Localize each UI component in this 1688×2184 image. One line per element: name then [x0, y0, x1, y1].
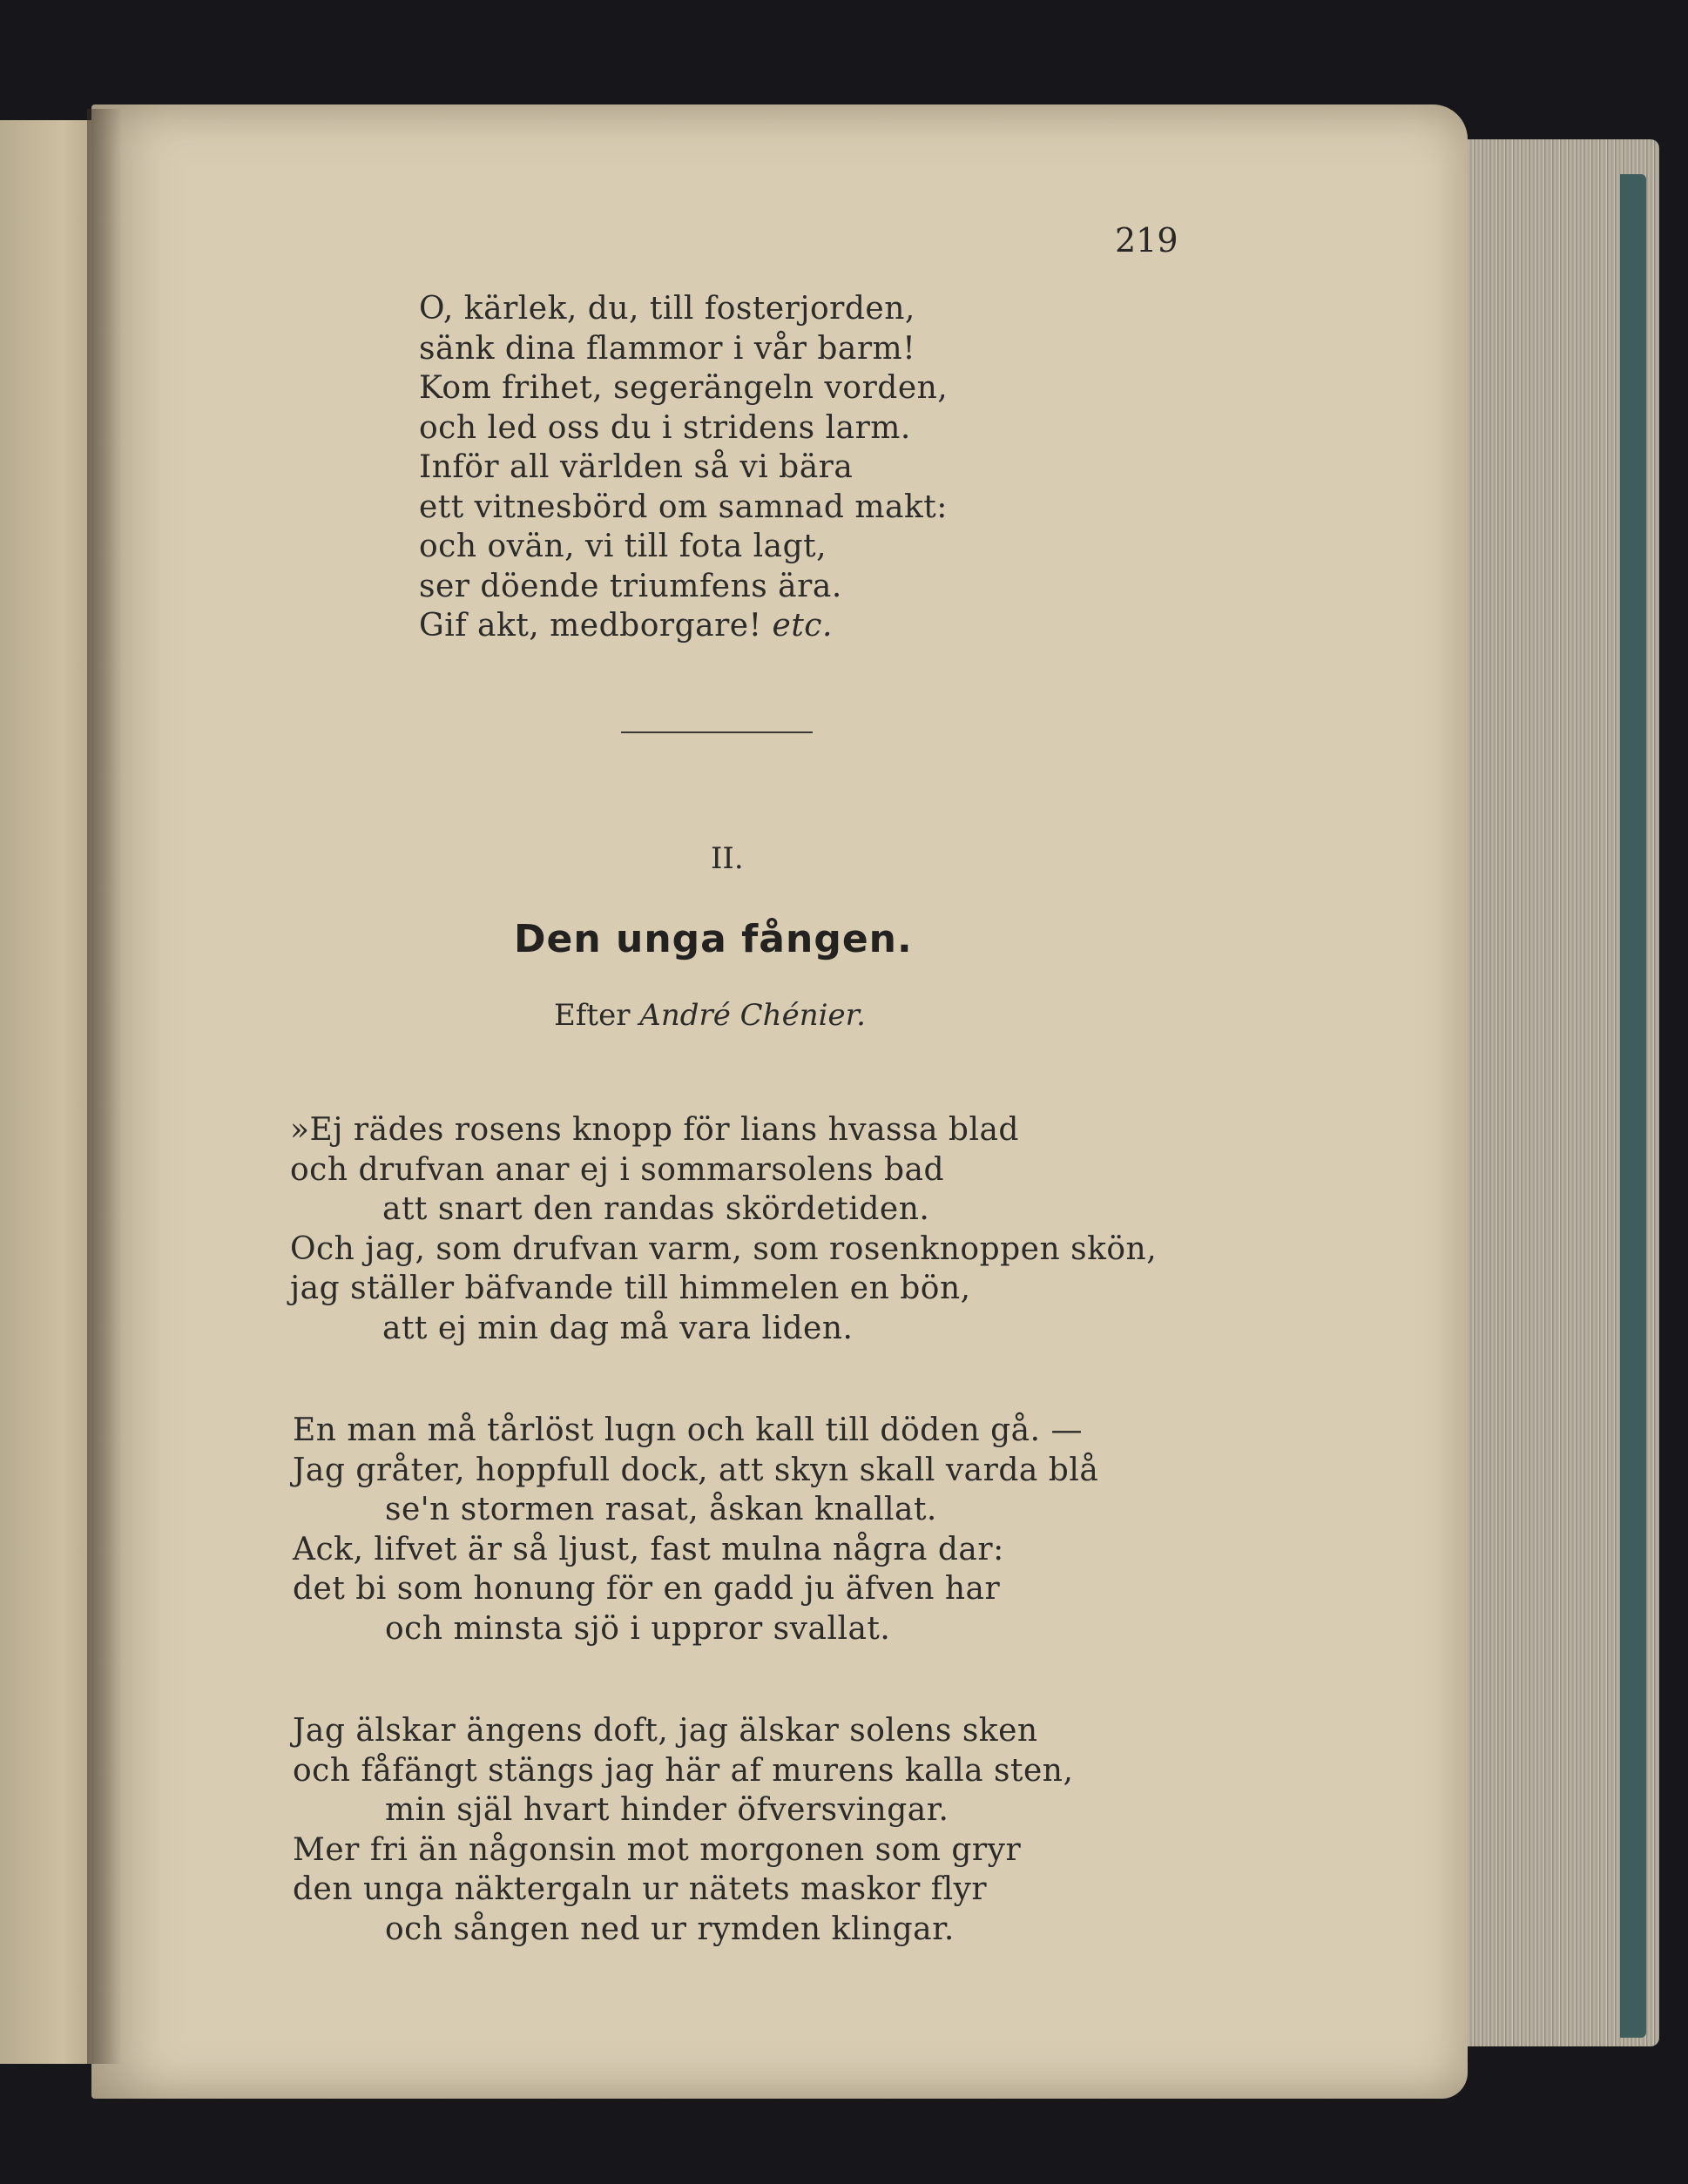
etc-abbreviation: etc. — [772, 608, 833, 644]
poem-line: ett vitnesbörd om samnad makt: — [419, 489, 948, 525]
poem-line: sänk dina flammor i vår barm! — [419, 330, 916, 367]
poem-line: O, kärlek, du, till fosterjorden, — [419, 291, 915, 327]
poem-line: En man må tårlöst lugn och kall till döden gå. — — [293, 1412, 1084, 1448]
poem-line: Mer fri än någonsin mot morgonen som gryr — [293, 1831, 1022, 1868]
section-number: II. — [711, 841, 744, 876]
poem-line: Jag gråter, hoppfull dock, att skyn skall varda blå — [293, 1452, 1099, 1488]
poem-line: och sången ned ur rymden klingar. — [385, 1911, 955, 1947]
section-divider — [621, 731, 813, 733]
stanza-3 — [293, 1711, 1073, 1949]
stanza-top — [419, 289, 948, 646]
poem-line: se'n stormen rasat, åskan knallat. — [385, 1492, 937, 1527]
poem-line: min själ hvart hinder öfversvingar. — [385, 1792, 949, 1828]
stanza-2 — [293, 1411, 1098, 1648]
poem-line: Inför all världen så vi bära — [419, 449, 854, 485]
poem-title: Den unga fången. — [514, 917, 913, 961]
attribution-prefix: Efter — [554, 998, 631, 1033]
poem-line: Ack, lifvet är så ljust, fast mulna några dar: — [293, 1531, 1004, 1567]
poem-line: den unga näktergaln ur nätets maskor flyr — [293, 1871, 988, 1907]
poem-line: Jag älskar ängens doft, jag älskar solens sken — [293, 1713, 1038, 1749]
poem-line: att snart den randas skördetiden. — [382, 1191, 930, 1227]
stanza-1 — [290, 1110, 1157, 1348]
poem-line: Kom frihet, segerängeln vorden, — [419, 370, 949, 406]
attribution-author: André Chénier. — [639, 998, 866, 1033]
poem-line: Och jag, som drufvan varm, som rosenknoppen skön, — [290, 1230, 1158, 1267]
poem-line-text: Gif akt, medborgare! — [419, 608, 762, 644]
poem-line: och ovän, vi till fota lagt, — [419, 529, 827, 564]
poem-line: ser döende triumfens ära. — [419, 568, 842, 604]
poem-line: och led oss du i stridens larm. — [419, 409, 911, 446]
poem-line: »Ej rädes rosens knopp för lians hvassa blad — [290, 1112, 1019, 1148]
poem-line: det bi som honung för en gadd ju äfven har — [293, 1571, 1001, 1607]
poem-line: jag ställer bäfvande till himmelen en bön, — [290, 1271, 971, 1306]
attribution — [554, 998, 866, 1033]
poem-line: att ej min dag må vara liden. — [382, 1310, 854, 1346]
poem-line: och fåfängt stängs jag här af murens kalla sten, — [293, 1752, 1074, 1789]
page-number: 219 — [1115, 221, 1178, 260]
poem-line: och minsta sjö i uppror svallat. — [385, 1610, 891, 1647]
poem-line — [419, 606, 948, 646]
poem-line: och drufvan anar ej i sommarsolens bad — [290, 1151, 945, 1188]
